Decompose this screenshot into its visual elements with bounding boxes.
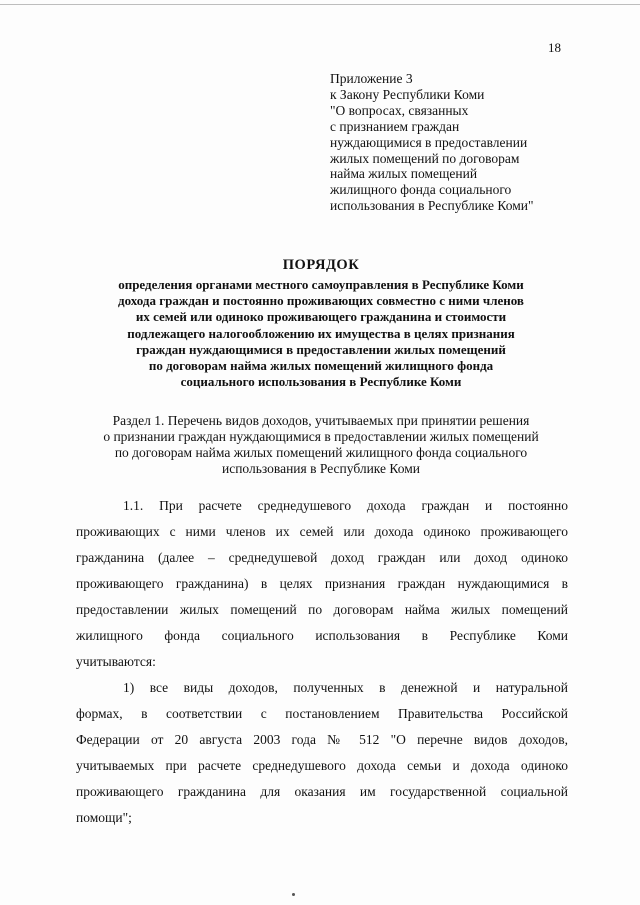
section-heading-line: Раздел 1. Перечень видов доходов, учитываемых при принятии решения [112,413,530,428]
appendix-line: использования в Республике Коми" [330,198,534,214]
paragraph-line: учитываемых при расчете среднедушевого дохода семьи и дохода одиноко [76,758,568,773]
page-number: 18 [548,40,561,55]
section-heading [70,413,572,477]
appendix-line: "О вопросах, связанных [330,102,469,118]
scan-speck [292,893,295,896]
subtitle-line: их семей или одиноко проживающего гражданина и стоимости [135,309,507,325]
paragraph-line: предоставлении жилых помещений по договорам найма жилых помещений [76,602,568,617]
paragraph-line: 1) все виды доходов, полученных в денежной и натуральной [123,680,568,695]
section-heading-line: по договорам найма жилых помещений жилищного фонда социального [114,445,528,460]
paragraph-item-1 [76,675,568,831]
appendix-line: нуждающимися в предоставлении [330,134,528,150]
appendix-line: Приложение 3 [330,71,413,86]
subtitle-line: подлежащего налогообложению их имущества в целях признания [127,325,515,341]
paragraph-line: проживающих с ними членов их семей или дохода одиноко проживающего [76,524,568,539]
paragraph-line: учитываются: [76,654,156,669]
appendix-line: с признанием граждан [330,118,460,134]
document-title: ПОРЯДОК [282,257,360,273]
subtitle-line: социального использования в Республике Коми [180,374,462,390]
paragraph-line: проживающего гражданина для оказания им государственной социальной [76,784,568,799]
subtitle-line: дохода граждан и постоянно проживающих совместно с ними членов [118,293,524,309]
paragraph-line: формах, в соответствии с постановлением Правительства Российской [76,706,568,721]
subtitle-line: определения органами местного самоуправления в Республике Коми [118,277,524,292]
section-heading-line: использования в Республике Коми [221,461,420,476]
paragraph-line: Федерации от 20 августа 2003 года № 512 "О перечне видов доходов, [76,732,568,747]
paragraph-line: жилищного фонда социального использования в Республике Коми [76,628,568,643]
paragraph-line: помощи"; [76,810,132,825]
paragraph-1-1 [76,493,568,675]
subtitle-line: граждан нуждающимися в предоставлении жилых помещений [136,341,506,357]
section-heading-line: о признании граждан нуждающимися в предоставлении жилых помещений [103,429,539,444]
appendix-line: к Закону Республики Коми [330,86,485,102]
appendix-line: найма жилых помещений [330,166,478,182]
paragraph-line: 1.1. При расчете среднедушевого дохода граждан и постоянно [123,498,568,513]
paragraph-line: гражданина (далее – среднедушевой доход граждан или доход одиноко [76,550,568,565]
appendix-line: жилых помещений по договорам [330,150,520,166]
appendix-reference [330,71,590,214]
scan-top-edge [0,4,640,5]
appendix-line: жилищного фонда социального [330,182,512,198]
document-subtitle [70,277,572,390]
paragraph-line: проживающего гражданина) в целях признания граждан нуждающимися в [76,576,568,591]
subtitle-line: по договорам найма жилых помещений жилищного фонда [148,358,494,374]
document-title-block [70,257,572,390]
